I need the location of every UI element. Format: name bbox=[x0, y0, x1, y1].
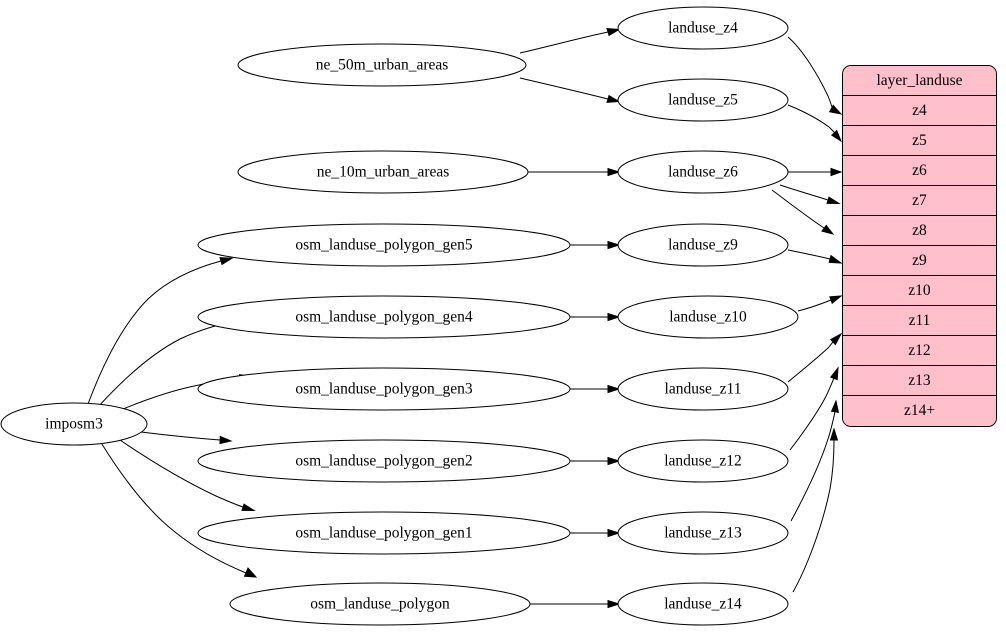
node-imposm3-label: imposm3 bbox=[45, 415, 103, 433]
node-osm-landuse-polygon-gen5[interactable] bbox=[198, 224, 570, 266]
node-imposm3[interactable] bbox=[1, 403, 147, 445]
node-osm-landuse-polygon-gen4[interactable] bbox=[198, 296, 570, 338]
edge-ne50-to-z4 bbox=[520, 29, 619, 53]
edge-z6-to-row-z7 bbox=[780, 185, 839, 204]
node-landuse-z10[interactable] bbox=[618, 296, 798, 338]
layer-landuse-header: layer_landuse bbox=[843, 66, 996, 96]
node-landuse-z6-label: landuse_z6 bbox=[668, 163, 738, 181]
node-landuse-z12[interactable] bbox=[618, 440, 788, 482]
edge-gen1-to-z13 bbox=[570, 530, 619, 537]
edge-ne50-to-z5 bbox=[520, 78, 619, 102]
layer-landuse-row-z10[interactable]: z10 bbox=[843, 276, 996, 306]
node-ne-10m-urban-areas-label: ne_10m_urban_areas bbox=[316, 163, 450, 181]
edge-z9-to-row-z9 bbox=[788, 250, 841, 263]
node-osm-landuse-polygon-gen3-label: osm_landuse_polygon_gen3 bbox=[295, 380, 473, 398]
edge-z6-to-row-z8 bbox=[772, 190, 833, 234]
node-osm-landuse-polygon-gen3[interactable] bbox=[198, 368, 570, 410]
node-landuse-z13-label: landuse_z13 bbox=[664, 524, 742, 542]
layer-landuse-row-z7[interactable]: z7 bbox=[843, 186, 996, 216]
edge-imposm3-to-gen2 bbox=[141, 432, 231, 444]
edge-z13-to-row-z13 bbox=[791, 401, 838, 521]
node-landuse-z10-label: landuse_z10 bbox=[669, 308, 747, 326]
node-landuse-z9-label: landuse_z9 bbox=[668, 236, 738, 254]
edge-gen5-to-z9 bbox=[570, 242, 619, 249]
node-osm-landuse-polygon-gen2-label: osm_landuse_polygon_gen2 bbox=[295, 452, 473, 470]
node-landuse-z9[interactable] bbox=[618, 224, 788, 266]
node-osm-landuse-polygon-label: osm_landuse_polygon bbox=[310, 595, 450, 613]
edge-z10-to-row-z10 bbox=[798, 296, 841, 311]
node-layer-landuse-table[interactable] bbox=[842, 65, 997, 427]
node-osm-landuse-polygon[interactable] bbox=[230, 583, 530, 625]
node-osm-landuse-polygon-gen1[interactable] bbox=[198, 512, 570, 554]
node-landuse-z4-label: landuse_z4 bbox=[668, 19, 738, 37]
nodes-group bbox=[1, 7, 798, 625]
node-landuse-z14[interactable] bbox=[618, 583, 788, 625]
node-landuse-z6[interactable] bbox=[618, 151, 788, 193]
node-landuse-z5-label: landuse_z5 bbox=[668, 91, 738, 109]
layer-landuse-row-z11[interactable]: z11 bbox=[843, 306, 996, 336]
layer-landuse-row-z6[interactable]: z6 bbox=[843, 156, 996, 186]
layer-landuse-row-z12[interactable]: z12 bbox=[843, 336, 996, 366]
edge-gen4-to-z10 bbox=[570, 314, 619, 321]
edge-gen2-to-z12 bbox=[570, 458, 619, 465]
node-landuse-z11[interactable] bbox=[618, 368, 788, 410]
node-landuse-z14-label: landuse_z14 bbox=[664, 595, 742, 613]
node-ne-50m-urban-areas-label: ne_50m_urban_areas bbox=[315, 56, 449, 74]
layer-landuse-row-z4[interactable]: z4 bbox=[843, 96, 996, 126]
node-landuse-z13[interactable] bbox=[618, 512, 788, 554]
layer-landuse-row-z9[interactable]: z9 bbox=[843, 246, 996, 276]
node-osm-landuse-polygon-gen5-label: osm_landuse_polygon_gen5 bbox=[295, 236, 473, 254]
node-landuse-z4[interactable] bbox=[618, 7, 788, 49]
edge-z6-to-row-z6 bbox=[788, 169, 841, 176]
node-osm-landuse-polygon-gen1-label: osm_landuse_polygon_gen1 bbox=[295, 524, 473, 542]
node-landuse-z12-label: landuse_z12 bbox=[664, 452, 742, 470]
layer-landuse-row-z8[interactable]: z8 bbox=[843, 216, 996, 246]
edge-ne10-to-z6 bbox=[528, 169, 619, 176]
edge-z4-to-row-z4 bbox=[788, 37, 841, 114]
node-osm-landuse-polygon-gen2[interactable] bbox=[198, 440, 570, 482]
node-ne-50m-urban-areas[interactable] bbox=[238, 44, 526, 86]
edge-gen3-to-z11 bbox=[570, 386, 619, 393]
node-osm-landuse-polygon-gen4-label: osm_landuse_polygon_gen4 bbox=[295, 308, 473, 326]
node-ne-10m-urban-areas[interactable] bbox=[238, 151, 528, 193]
layer-landuse-row-z13[interactable]: z13 bbox=[843, 366, 996, 396]
edge-polygon-to-z14 bbox=[530, 601, 619, 608]
node-landuse-z11-label: landuse_z11 bbox=[664, 380, 742, 398]
layer-landuse-row-z5[interactable]: z5 bbox=[843, 126, 996, 156]
edge-z14-to-row-z14plus bbox=[793, 429, 838, 592]
layer-landuse-row-z14plus[interactable]: z14+ bbox=[843, 396, 996, 426]
node-landuse-z5[interactable] bbox=[618, 79, 788, 121]
